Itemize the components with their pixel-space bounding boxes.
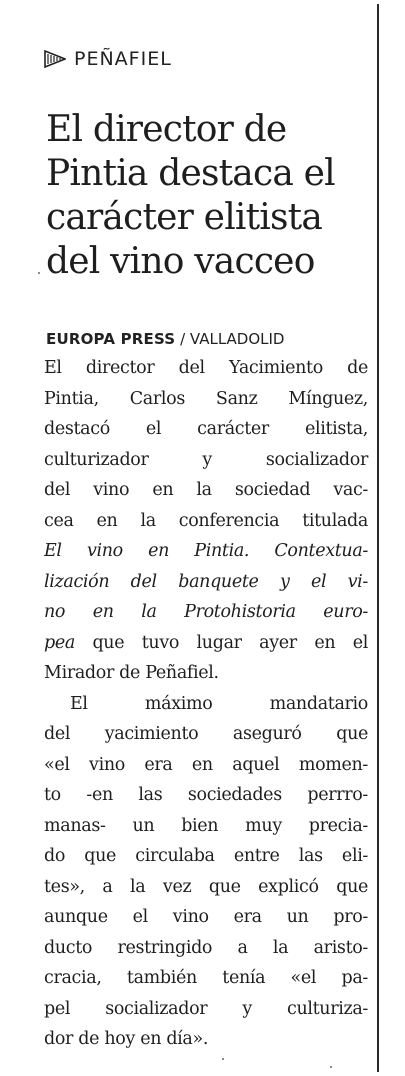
print-speck [330,1066,332,1068]
column-divider [377,4,379,1072]
headline-line: carácter elitista [46,197,322,238]
body-line: Pintia, Carlos Sanz Mínguez, [44,388,368,409]
body-line: del vino en la sociedad vac- [44,480,368,500]
headline-line: El director de [46,109,287,150]
headline-line: del vino vacceo [46,241,315,282]
body-line-italic: El vino en Pintia. Contextua- [44,541,368,561]
body-line: El director del Yacimiento de [44,358,368,378]
article-body [44,353,368,1055]
right-arrow-icon [44,50,66,68]
body-line: culturizador y socializador [44,449,368,470]
paragraph [44,353,368,689]
body-line: manas- un bien muy precia- [44,815,368,836]
body-line: ducto restringido a la aristo- [44,937,368,958]
body-line-italic: lización del banquete y el vi- [44,571,368,592]
body-line: del yacimiento aseguró que [44,724,368,744]
byline-location: VALLADOLID [189,330,285,348]
body-line: do que circulaba entre las eli- [44,846,368,866]
body-line: aunque el vino era un pro- [44,907,368,927]
print-speck [222,1058,224,1060]
body-line: Mirador de Peñafiel. [44,663,219,683]
body-line [44,628,368,659]
section-label: PEÑAFIEL [74,48,172,70]
headline-line: Pintia destaca el [46,153,335,194]
body-line: «el vino era en aquel momen- [44,754,368,775]
body-line-italic: no en la Protohistoria euro- [44,602,368,622]
italic-fragment: pea [44,632,75,653]
byline [46,330,284,348]
body-line: to -en las sociedades perrro- [44,785,368,805]
headline [46,108,376,284]
body-line: cea en la conferencia titulada [44,510,368,531]
body-line: El máximo mandatario [70,693,368,714]
body-line: cracia, también tenía «el pa- [44,968,368,988]
body-line: dor de hoy en día». [44,1029,209,1049]
body-line: destacó el carácter elitista, [44,419,368,439]
byline-separator: / [175,330,190,348]
body-line: pel socializador y culturiza- [44,998,368,1019]
paragraph [44,689,368,1055]
body-line: tes», a la vez que explicó que [44,876,368,897]
section-header [44,46,172,72]
text-fragment: que tuvo lugar ayer en el [74,632,368,653]
print-speck [38,272,40,274]
byline-agency: EUROPA PRESS [46,330,176,348]
